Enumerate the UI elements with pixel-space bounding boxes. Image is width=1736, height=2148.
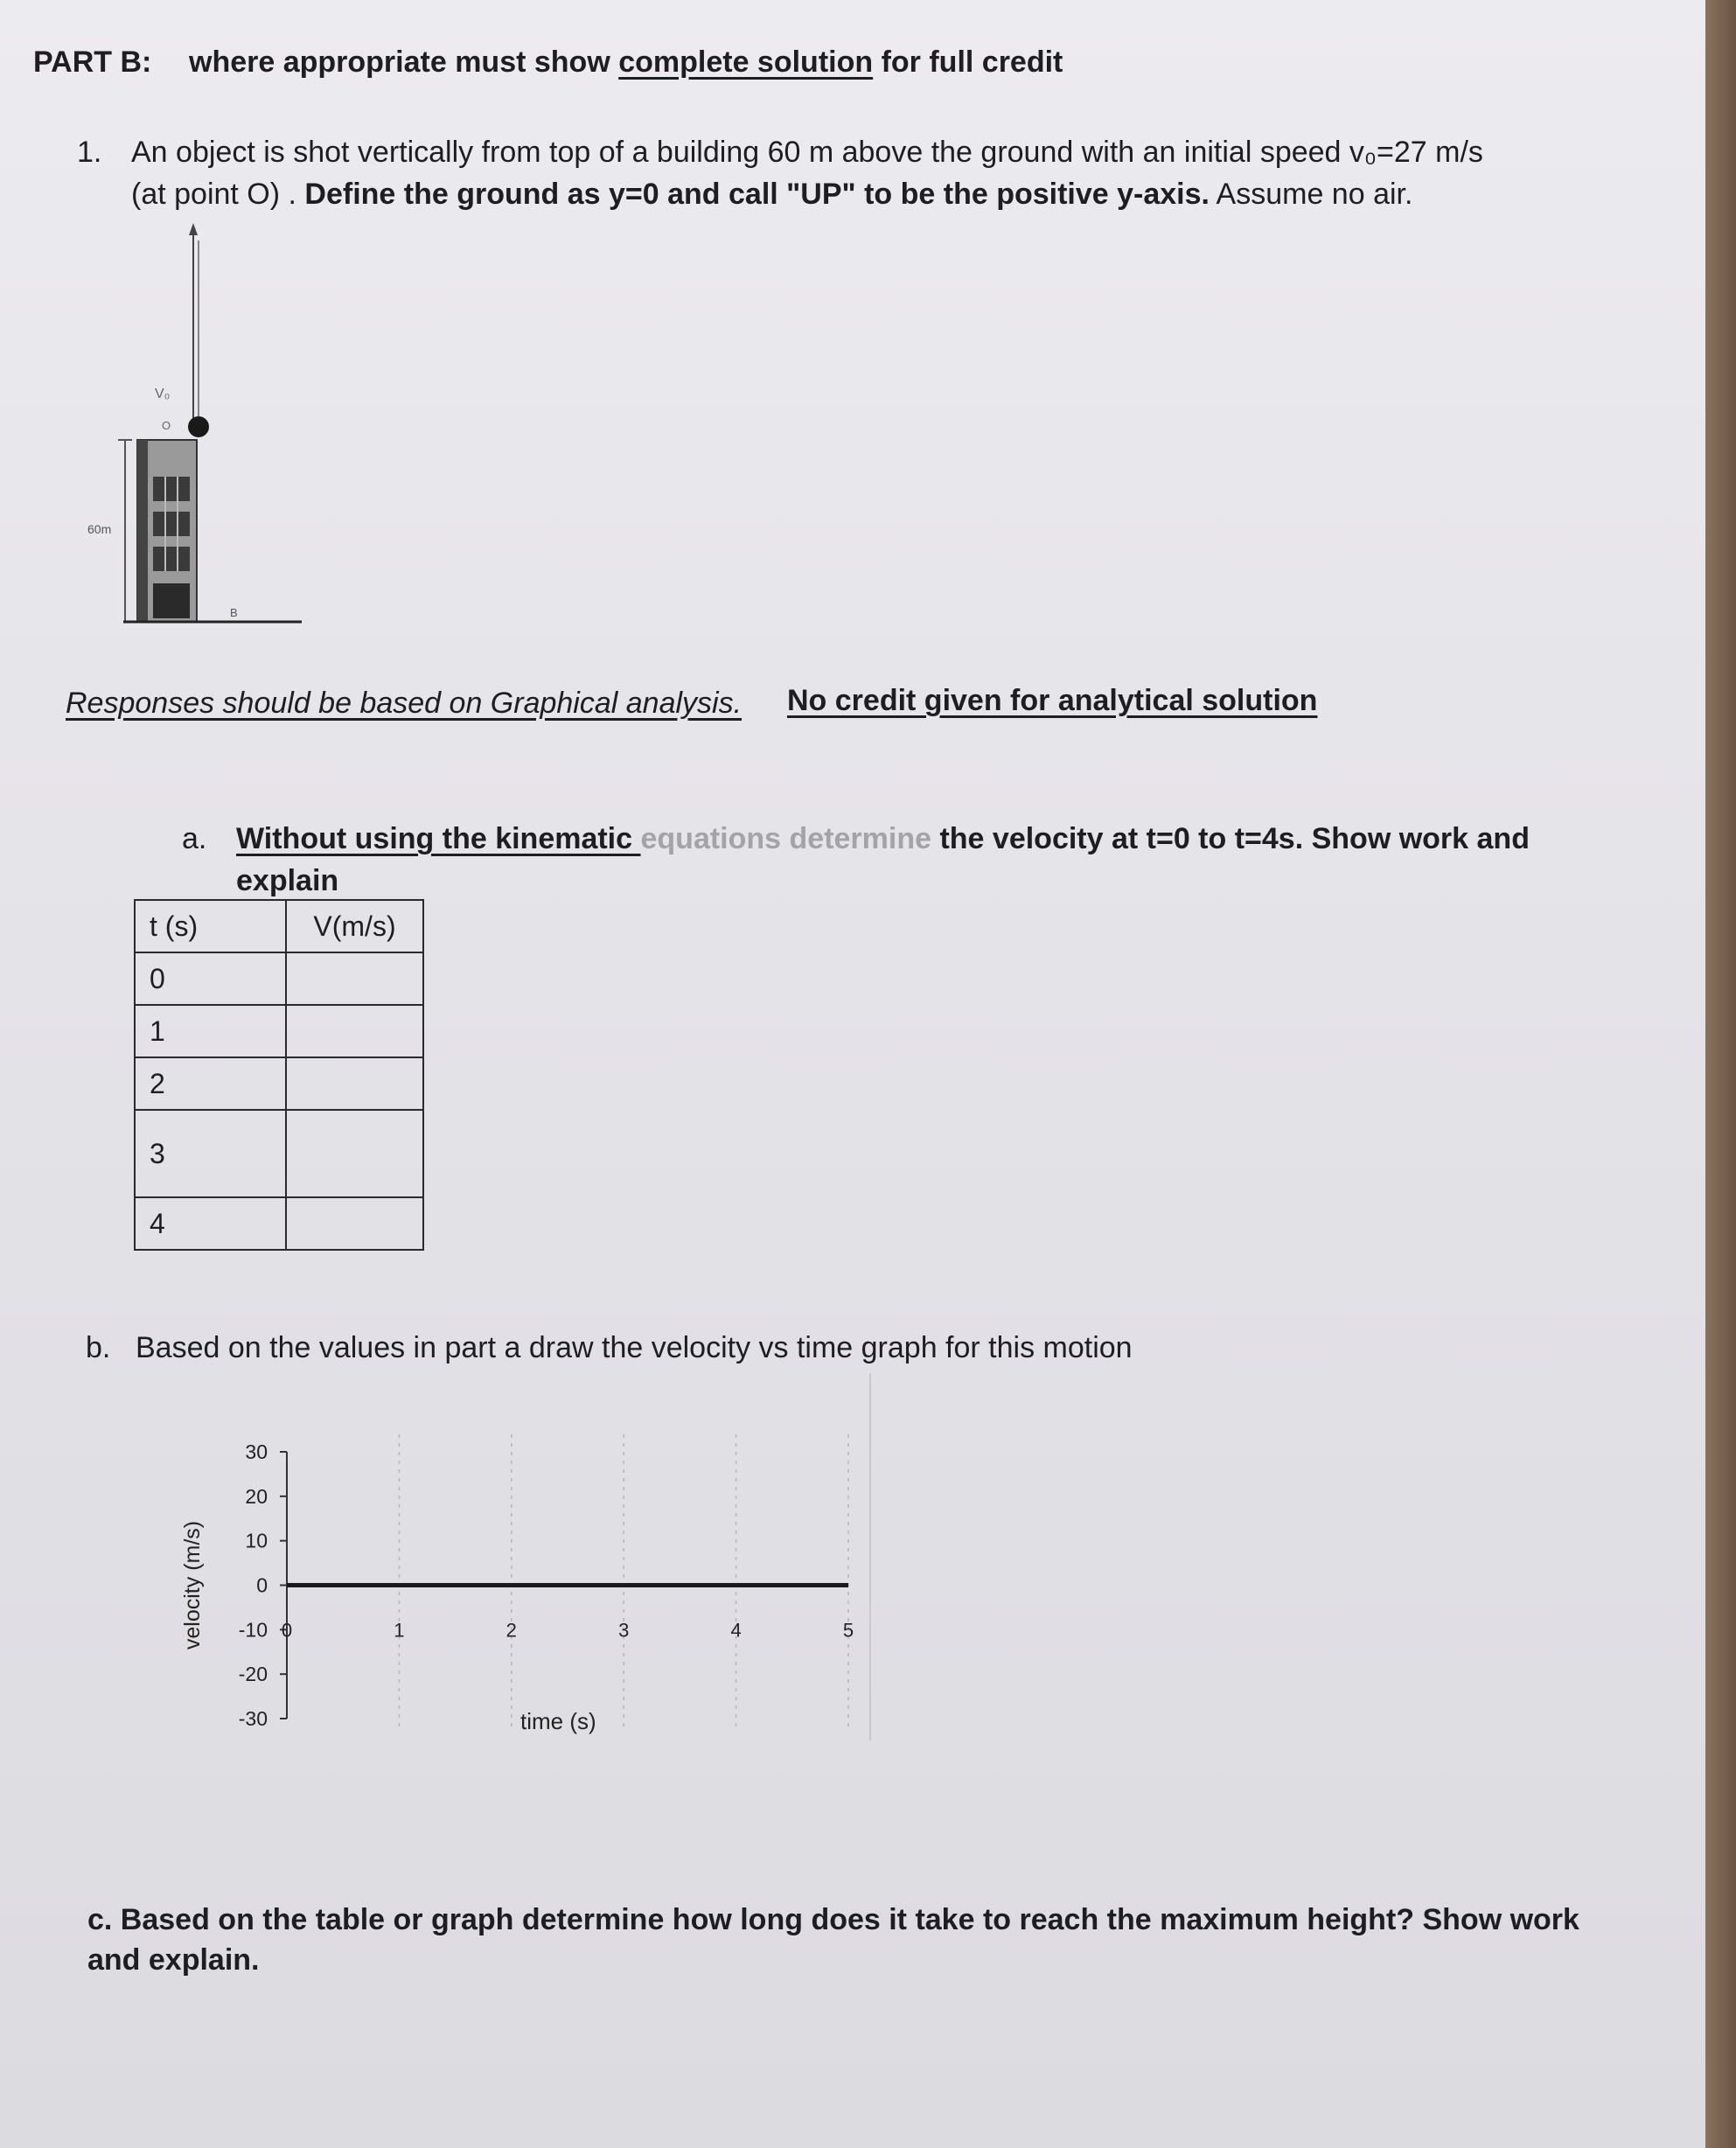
part-a-text: Without using the kinematic equations determine the velocity at t=0 to t=4s. Show work and <box>236 822 1530 855</box>
table-row <box>135 1057 423 1110</box>
part-intro: where appropriate must show complete solution for full credit <box>189 45 1063 79</box>
height-label: 60m <box>87 522 112 536</box>
trajectory-line <box>189 223 199 426</box>
height-dimension-line <box>118 440 132 622</box>
question-line1: An object is shot vertically from top of a building 60 m above the ground with an initial speed v₀=27 m/s <box>131 136 1483 169</box>
header-velocity: V(m/s) <box>286 900 423 952</box>
ground-point-label: B <box>230 606 238 619</box>
table-row <box>135 952 423 1005</box>
velocity-table <box>134 899 424 1251</box>
x-tick-label: 1 <box>394 1619 405 1642</box>
part-a-text-line2: explain <box>236 864 339 897</box>
y-tick-label: -10 <box>238 1618 268 1642</box>
building-icon <box>137 440 197 622</box>
time-cell: 1 <box>135 1005 286 1057</box>
velocity-cell[interactable] <box>286 1197 423 1250</box>
y-tick-label: -20 <box>238 1663 268 1686</box>
x-axis-ticks <box>282 1619 854 1641</box>
y-tick-label: 20 <box>245 1484 268 1508</box>
table-row <box>135 1197 423 1250</box>
time-cell: 2 <box>135 1057 286 1110</box>
x-axis-label: time (s) <box>520 1708 596 1734</box>
part-c-line2: and explain. <box>87 1943 260 1977</box>
projectile-ball <box>188 416 209 437</box>
question-number: 1. <box>77 136 102 169</box>
part-c-line1: c. Based on the table or graph determine how long does it take to reach the maximum height? Show work <box>87 1903 1579 1936</box>
time-cell: 4 <box>135 1197 286 1250</box>
time-cell: 0 <box>135 952 286 1005</box>
velocity-time-chart[interactable] <box>175 1364 892 1758</box>
y-tick-label: 30 <box>245 1440 268 1463</box>
velocity-cell[interactable] <box>286 1110 423 1197</box>
table-header-row <box>135 900 423 952</box>
table-row <box>135 1005 423 1057</box>
x-tick-label: 4 <box>730 1619 742 1642</box>
part-b-label: b. <box>86 1331 111 1364</box>
part-label: PART B: <box>33 45 152 79</box>
y-tick-label: 10 <box>245 1529 268 1552</box>
time-cell: 3 <box>135 1110 286 1197</box>
velocity-cell[interactable] <box>286 952 423 1005</box>
question-line2: (at point O) . Define the ground as y=0 and call "UP" to be the positive y-axis. Assume no air. <box>131 178 1413 211</box>
part-b-text: Based on the values in part a draw the velocity vs time graph for this motion <box>136 1331 1133 1364</box>
x-tick-label: 5 <box>842 1619 854 1642</box>
building-figure <box>83 223 328 643</box>
point-o-label: O <box>162 419 171 432</box>
graphical-instruction: Responses should be based on Graphical analysis. <box>66 687 743 720</box>
y-tick-label: -30 <box>238 1707 268 1730</box>
velocity-cell[interactable] <box>286 1057 423 1110</box>
y-axis-ticks <box>239 1440 287 1730</box>
header-time: t (s) <box>135 900 286 952</box>
no-credit-instruction: No credit given for analytical solution <box>787 684 1318 717</box>
y-tick-label: 0 <box>256 1573 268 1597</box>
table-edge <box>1705 0 1736 2148</box>
x-tick-label: 3 <box>618 1619 630 1642</box>
chart-grid <box>399 1373 870 1740</box>
x-tick-label: 0 <box>281 1619 293 1642</box>
v0-label: V₀ <box>155 387 171 401</box>
table-row <box>135 1110 423 1197</box>
y-axis-label: velocity (m/s) <box>180 1520 205 1650</box>
velocity-cell[interactable] <box>286 1005 423 1057</box>
x-tick-label: 2 <box>505 1619 517 1642</box>
part-a-label: a. <box>182 822 207 855</box>
